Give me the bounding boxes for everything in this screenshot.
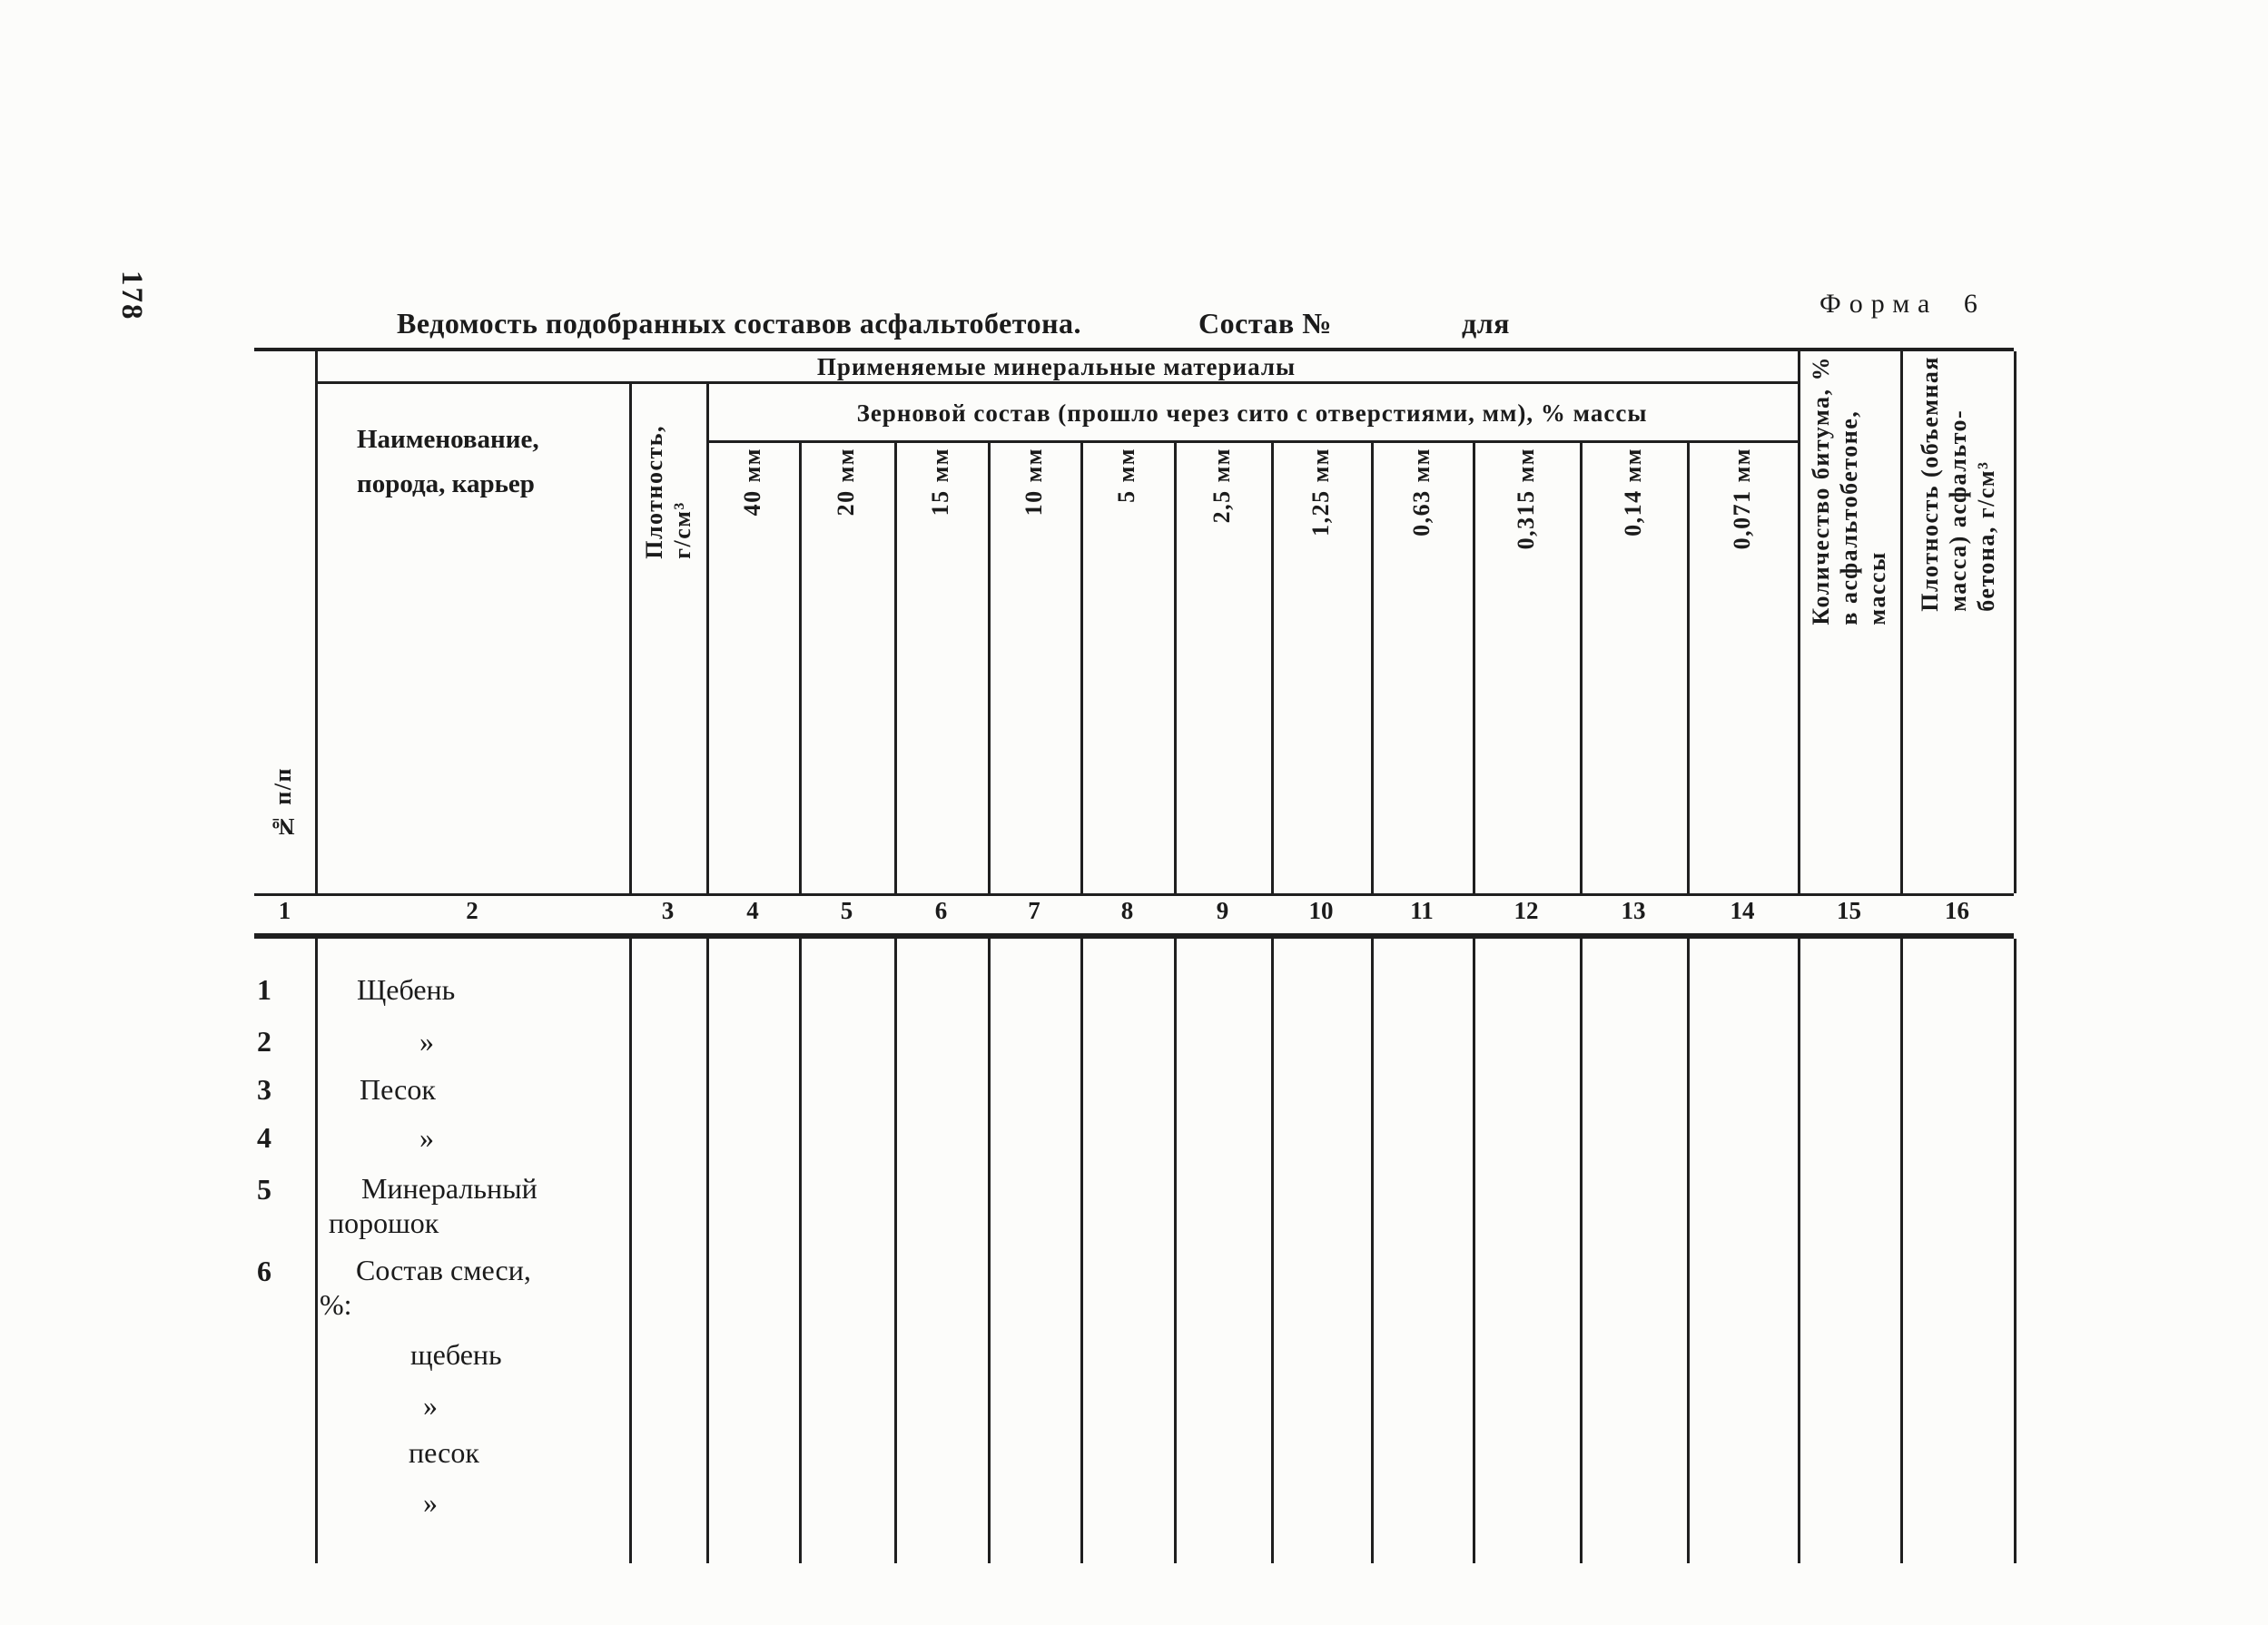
row-label: Минеральный порошок: [329, 1172, 537, 1239]
row-label: »: [423, 1486, 438, 1519]
sieve-label-0-63mm: 0,63 мм: [1408, 448, 1435, 537]
column-line: [1900, 351, 1903, 893]
column-line: [706, 939, 709, 1563]
column-number-8: 8: [1120, 897, 1134, 924]
column-header-asphalt-density: [1916, 356, 2000, 612]
column-line: [799, 443, 802, 893]
column-line: [1080, 939, 1083, 1563]
column-line: [1080, 443, 1083, 893]
column-number-2: 2: [466, 897, 478, 924]
column-line: [1473, 939, 1475, 1563]
row-label: песок: [409, 1436, 479, 1469]
column-line: [1371, 939, 1374, 1563]
page-title: Ведомость подобранных составов асфальтобетона.: [397, 307, 1082, 340]
sieve-label-20mm: 20 мм: [833, 448, 859, 517]
sieve-label-5mm: 5 мм: [1113, 448, 1139, 503]
column-number-16: 16: [1945, 897, 1969, 924]
column-header-bitumen-line2: в асфальтобетоне,: [1836, 409, 1862, 625]
column-number-7: 7: [1028, 897, 1040, 924]
column-line: [1798, 939, 1800, 1563]
column-line: [1687, 939, 1690, 1563]
materials-header-rule: [315, 381, 1798, 384]
column-number-3: 3: [661, 897, 675, 924]
row-number: 5: [257, 1173, 271, 1206]
sieve-label-0-315mm: 0,315 мм: [1513, 448, 1539, 550]
column-header-asphalt-density-line1: Плотность (объемная: [1917, 356, 1943, 612]
column-number-10: 10: [1308, 897, 1334, 924]
column-header-name-line2: порода, карьер: [357, 469, 535, 498]
column-number-9: 9: [1216, 897, 1229, 924]
column-number-15: 15: [1837, 897, 1861, 924]
applied-materials-header: Применяемые минеральные материалы: [816, 353, 1297, 380]
column-header-density-line1: Плотность,: [641, 425, 667, 559]
column-line: [894, 939, 897, 1563]
page-number: 178: [115, 271, 148, 321]
column-line: [629, 939, 632, 1563]
row-label: Состав смеси, %:: [320, 1254, 531, 1321]
column-line: [1687, 443, 1690, 893]
column-header-bitumen-line1: Количество битума, %: [1808, 356, 1834, 625]
column-header-row-number: № п/п: [270, 767, 296, 841]
column-number-12: 12: [1514, 897, 1539, 924]
column-line: [1580, 939, 1583, 1563]
sieve-label-0-14mm: 0,14 мм: [1620, 448, 1646, 537]
column-header-bitumen-line3: массы: [1864, 551, 1890, 625]
column-line: [799, 939, 802, 1563]
row-number: 3: [257, 1073, 271, 1106]
sieve-label-2-5mm: 2,5 мм: [1208, 448, 1235, 524]
column-line: [315, 351, 318, 893]
row-label: Песок: [360, 1073, 436, 1106]
column-header-density-line2: г/см³: [669, 501, 695, 559]
column-line: [988, 443, 991, 893]
column-line: [894, 443, 897, 893]
form-label: Форма 6: [1819, 289, 1986, 319]
column-line: [315, 939, 318, 1563]
column-header-name-line1: Наименование,: [357, 425, 539, 454]
column-number-14: 14: [1730, 897, 1755, 924]
column-line: [2014, 351, 2017, 893]
column-line: [988, 939, 991, 1563]
table-top-rule: [254, 348, 2014, 351]
sieve-label-40mm: 40 мм: [739, 448, 765, 517]
column-line: [629, 384, 632, 893]
column-number-1: 1: [278, 897, 291, 924]
column-header-name: [357, 418, 539, 507]
column-number-4: 4: [746, 897, 759, 924]
numbers-row-bottom-rule: [254, 933, 2014, 939]
row-label: »: [419, 1121, 434, 1154]
column-number-5: 5: [840, 897, 853, 924]
column-line: [1271, 939, 1274, 1563]
row-number: 6: [257, 1255, 271, 1287]
column-number-6: 6: [934, 897, 948, 924]
column-line: [1473, 443, 1475, 893]
column-line: [1798, 351, 1800, 893]
column-line: [1580, 443, 1583, 893]
column-line: [2014, 939, 2017, 1563]
column-header-asphalt-density-line2: масса) асфальто-: [1945, 409, 1971, 612]
column-line: [1174, 939, 1177, 1563]
sieve-label-10mm: 10 мм: [1021, 448, 1047, 517]
column-number-11: 11: [1410, 897, 1434, 924]
sieve-label-0-071mm: 0,071 мм: [1729, 448, 1755, 550]
column-number-13: 13: [1621, 897, 1646, 924]
row-label: Щебень: [357, 973, 456, 1006]
column-header-density: [640, 425, 696, 559]
row-label: »: [419, 1025, 434, 1058]
column-line: [1174, 443, 1177, 893]
sieve-label-1-25mm: 1,25 мм: [1307, 448, 1334, 537]
sieve-label-15mm: 15 мм: [927, 448, 953, 517]
composition-label: Состав №: [1198, 307, 1332, 340]
grain-composition-header: Зерновой состав (прошло через сито с отверстиями, мм), % массы: [856, 399, 1648, 427]
column-line: [706, 384, 709, 893]
numbers-row-top-rule: [254, 893, 2014, 896]
grain-header-rule: [706, 440, 1798, 443]
column-line: [1371, 443, 1374, 893]
row-number: 2: [257, 1025, 271, 1058]
row-label: »: [423, 1389, 438, 1422]
for-label: для: [1462, 307, 1510, 340]
column-line: [1900, 939, 1903, 1563]
column-header-bitumen: [1807, 356, 1891, 625]
row-label: щебень: [410, 1338, 502, 1371]
row-number: 4: [257, 1121, 271, 1154]
row-number: 1: [257, 973, 271, 1006]
column-line: [1271, 443, 1274, 893]
column-header-asphalt-density-line3: бетона, г/см³: [1973, 460, 1999, 612]
